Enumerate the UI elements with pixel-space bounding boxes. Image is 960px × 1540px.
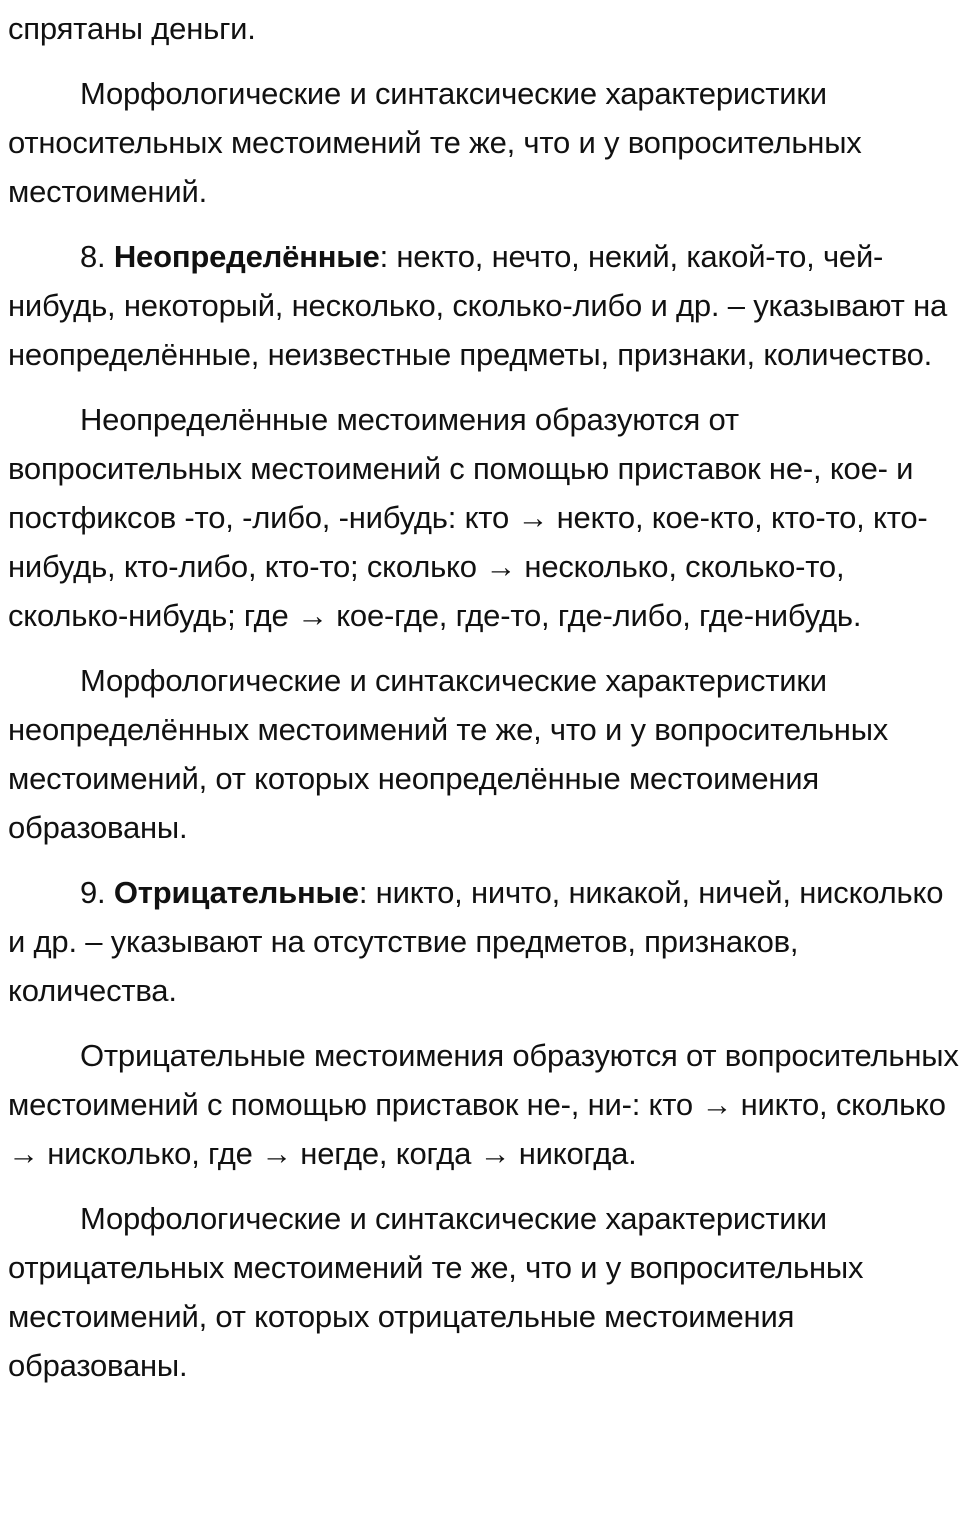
paragraph-indefinite-pronouns-characteristics: Морфологические и синтаксические характеристики неопределённых местоимений те же, что и у вопросительных местоимений, от которых неопределённые местоимения образованы. bbox=[8, 663, 889, 845]
paragraph-negative-pronouns-definition bbox=[8, 868, 960, 1015]
term-negative: Отрицательные bbox=[113, 875, 359, 910]
definition-text: : никто, ничто, никакой, ничей, нисколько и др. – указывают на отсутствие предметов, признаков, количества. bbox=[8, 875, 944, 1008]
paragraph-indefinite-pronouns-formation: Неопределённые местоимения образуются от вопросительных местоимений с помощью приставок не-, кое- и постфиксов -то, -либо, -нибудь: кто → некто, кое-кто, кто-то, кто-нибудь, кто-либо, кто-то; сколько → несколько, сколько-то, сколько-нибудь; где → кое-где, где-то, где-либо, где-нибудь. bbox=[8, 402, 928, 633]
paragraph-negative-pronouns-characteristics: Морфологические и синтаксические характеристики отрицательных местоимений те же, что и у вопросительных местоимений, от которых отрицательные местоимения образованы. bbox=[8, 1201, 864, 1383]
term-indefinite: Неопределённые bbox=[113, 239, 380, 274]
paragraph-relative-pronouns-characteristics: Морфологические и синтаксические характеристики относительных местоимений те же, что и у вопросительных местоимений. bbox=[8, 76, 862, 209]
document-page bbox=[8, 0, 960, 1390]
item-number: 8. bbox=[80, 239, 114, 274]
paragraph-negative-pronouns-formation: Отрицательные местоимения образуются от вопросительных местоимений с помощью приставок не-, ни-: кто → никто, сколько → нисколько, где → негде, когда → никогда. bbox=[8, 1038, 959, 1171]
definition-text: : некто, нечто, некий, какой-то, чей-нибудь, некоторый, несколько, сколько-либо и др. – указывают на неопределённые, неизвестные предметы, признаки, количество. bbox=[8, 239, 948, 372]
paragraph-indefinite-pronouns-definition bbox=[8, 232, 960, 379]
paragraph-continuation: спрятаны деньги. bbox=[8, 11, 256, 46]
item-number: 9. bbox=[80, 875, 114, 910]
